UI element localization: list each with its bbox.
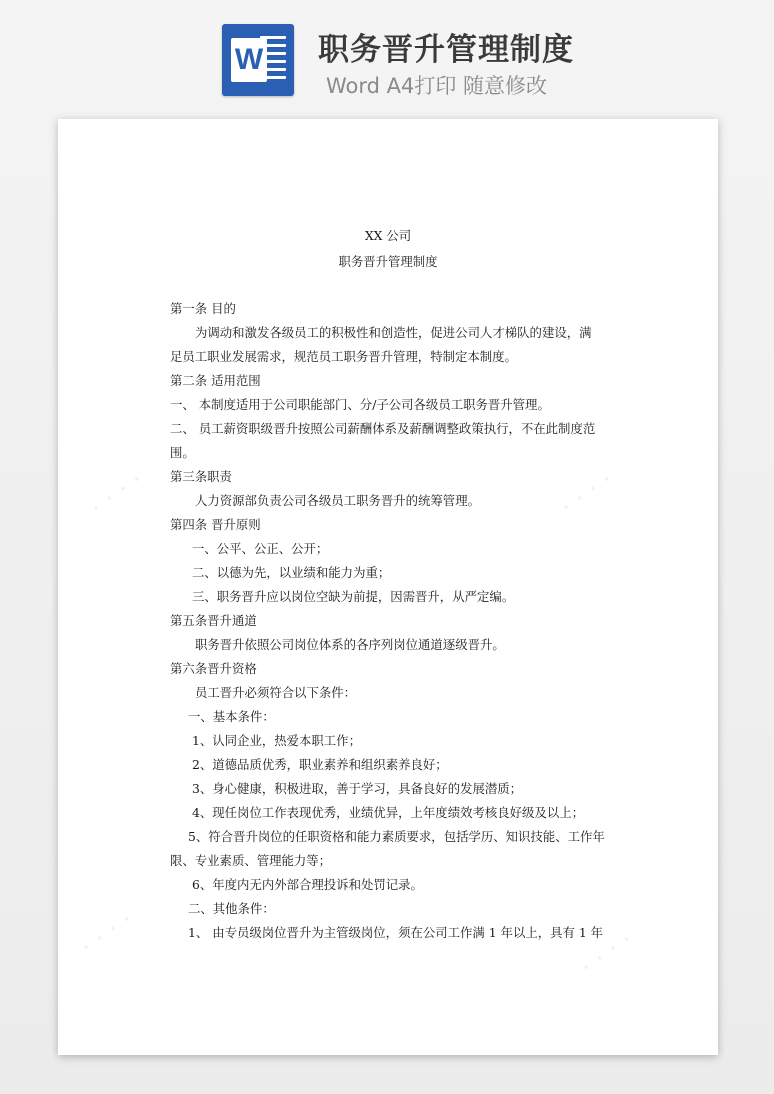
list-item: 一、公平、公正、公开； [192,541,329,556]
article-heading: 第三条职责 [170,469,232,484]
paragraph-line: 二、 员工薪资职级晋升按照公司薪酬体系及薪酬调整政策执行，不在此制度范 [170,421,596,436]
banner-subtitle: Word A4打印 随意修改 [326,74,548,98]
paragraph-line: 人力资源部负责公司各级员工职务晋升的统筹管理。 [195,493,480,508]
company-name: XX 公司 [364,228,412,243]
document-page [58,119,718,1055]
watermark: · · · · [574,925,640,983]
word-logo-icon [222,24,294,96]
article-heading: 第二条 适用范围 [170,373,261,388]
paragraph-line: 为调动和激发各级员工的积极性和创造性，促进公司人才梯队的建设，满 [195,325,592,340]
list-item: 三、职务晋升应以岗位空缺为前提，因需晋升，从严定编。 [192,589,515,604]
paragraph-line: 限、专业素质、管理能力等； [170,853,332,868]
list-item: 二、其他条件： [188,901,275,916]
header-banner [0,0,774,118]
watermark: · · · · [554,465,620,523]
document-title: 职务晋升管理制度 [338,254,438,269]
paragraph-line: 足员工职业发展需求，规范员工职务晋升管理，特制定本制度。 [170,349,517,364]
list-item: 二、以德为先，以业绩和能力为重； [192,565,391,580]
paragraph-line: 员工晋升必须符合以下条件： [195,685,357,700]
list-item: 一、基本条件： [188,709,275,724]
article-heading: 第五条晋升通道 [170,613,257,628]
article-heading: 第一条 目的 [170,301,236,316]
article-heading: 第六条晋升资格 [170,661,257,676]
list-item: 1、 由专员级岗位晋升为主管级岗位，须在公司工作满 1 年以上，具有 1 年 [188,925,604,940]
document-body [170,223,606,945]
paragraph-line: 围。 [170,445,195,460]
word-w-letter: W [231,38,267,82]
watermark: · · · · [84,465,150,523]
list-item: 1、认同企业，热爱本职工作； [192,733,361,748]
list-item: 2、道德品质优秀，职业素养和组织素养良好； [192,757,448,772]
article-heading: 第四条 晋升原则 [170,517,261,532]
paragraph-line: 一、 本制度适用于公司职能部门、分/子公司各级员工职务晋升管理。 [170,397,550,412]
list-item: 4、现任岗位工作表现优秀，业绩优异，上年度绩效考核良好级及以上； [192,805,584,820]
banner-title: 职务晋升管理制度 [318,32,574,68]
list-item: 6、年度内无内外部合理投诉和处罚记录。 [192,877,423,892]
watermark: · · · · [74,905,140,963]
paragraph-line: 职务晋升依照公司岗位体系的各序列岗位通道逐级晋升。 [195,637,505,652]
list-item: 3、身心健康，积极进取，善于学习，具备良好的发展潜质； [192,781,523,796]
list-item: 5、符合晋升岗位的任职资格和能力素质要求，包括学历、知识技能、工作年 [188,829,605,844]
